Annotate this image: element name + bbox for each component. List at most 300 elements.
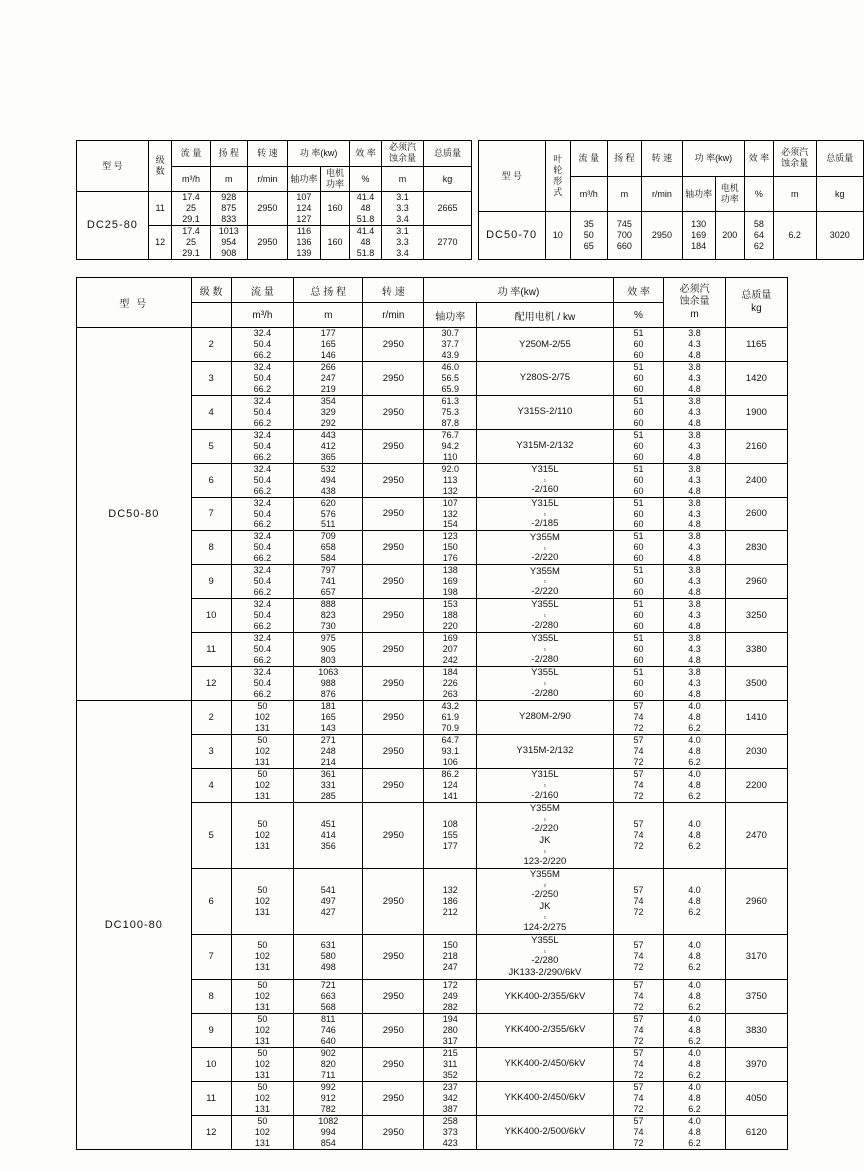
cell-npsh-v2: 4.8 (688, 745, 701, 756)
th-flow: 流 量 (570, 141, 607, 177)
cell-shaft-power-v2: 61.9 (441, 711, 459, 722)
cell-head-v1: 541 (320, 884, 336, 895)
cell-shaft-power (424, 934, 477, 979)
cell-shaft-power-v1: 184 (442, 667, 458, 678)
cell-npsh-v1: 3.8 (688, 429, 701, 440)
cell-efficiency (613, 429, 664, 463)
cell-motor-model (477, 599, 613, 633)
cell-head-v2: 905 (320, 644, 336, 655)
cell-stages: 8 (191, 531, 231, 565)
cell-shaft-power-v3: 141 (442, 790, 458, 801)
cell-npsh-v3: 4.8 (688, 349, 701, 360)
cell-efficiency (613, 1115, 664, 1149)
cell-head-v3: 285 (320, 790, 336, 801)
cell-npsh-v2: 4.8 (688, 895, 701, 906)
cell-mass: 3750 (725, 980, 787, 1014)
cell-efficiency (745, 212, 774, 259)
cell-npsh-v2: 4.8 (688, 1092, 701, 1103)
cell-shaft-power-v3: 423 (442, 1137, 458, 1148)
cell-efficiency-v3: 72 (633, 1137, 644, 1148)
shaft-v2: 169 (691, 230, 707, 241)
cell-efficiency-v1: 51 (633, 633, 644, 644)
cell-stages: 4 (191, 768, 231, 802)
cell-motor-model (477, 633, 613, 667)
cell-npsh-v2: 4.8 (688, 779, 701, 790)
cell-head (294, 980, 363, 1014)
cell-npsh-v2: 4.3 (688, 440, 701, 451)
cell-efficiency (350, 225, 381, 259)
cell-efficiency-v3: 72 (633, 962, 644, 973)
cell-head-v2: 820 (320, 1058, 336, 1069)
eff-v1: 58 (753, 219, 764, 230)
cell-mass: 3250 (725, 599, 787, 633)
cell-head (294, 395, 363, 429)
cell-efficiency-v2: 74 (633, 1126, 644, 1137)
cell-npsh-v1: 3.8 (688, 395, 701, 406)
cell-shaft-power (424, 980, 477, 1014)
cell-flow-v2: 102 (254, 951, 270, 962)
cell-efficiency-v3: 60 (633, 383, 644, 394)
th-eff: 效 率 (613, 278, 664, 303)
cell-speed: 2950 (363, 667, 424, 701)
cell-shaft-power-v1: 64.7 (441, 734, 459, 745)
cell-stages: 9 (191, 1013, 231, 1047)
cell-npsh-v1: 4.0 (688, 818, 701, 829)
cell-npsh-v1: 4.0 (688, 1013, 701, 1024)
cell-npsh-v3: 4.8 (688, 621, 701, 632)
cell-flow-v3: 66.2 (253, 689, 272, 699)
cell-npsh (664, 328, 725, 362)
cell-efficiency-v1: 57 (633, 768, 644, 779)
cell-npsh-v3: 6.2 (688, 1035, 701, 1046)
cell-npsh (664, 768, 725, 802)
cell-stages: 3 (191, 361, 231, 395)
cell-flow-v2: 102 (254, 1126, 270, 1137)
cell-flow-v1: 32.4 (253, 429, 272, 440)
th-mass: 总质量 (816, 141, 863, 177)
cell-head (294, 868, 363, 934)
motor-model: Y315S-2/110 (517, 406, 573, 418)
cell-head (210, 225, 247, 259)
cell-head-v2: 746 (320, 1024, 336, 1035)
th-eff-unit: % (745, 176, 774, 212)
cell-flow-v2: 102 (254, 895, 270, 906)
cell-head-v2: 331 (320, 779, 336, 790)
cell-shaft-power (424, 633, 477, 667)
cell-shaft-power-v3: 352 (442, 1069, 458, 1080)
motor-model: Y315L ₁ -2/160 (531, 463, 559, 496)
cell-head-v3: 730 (320, 621, 336, 632)
motor-model: Y355M ₁ -2/220 (529, 531, 560, 564)
cell-stages: 11 (191, 633, 231, 667)
cell-efficiency-v2: 74 (633, 1058, 644, 1069)
cell-head (294, 1047, 363, 1081)
cell-shaft-power-v3: 247 (442, 962, 458, 973)
th-power: 功 率(kw) (424, 278, 613, 303)
cell-npsh-v1: 4.0 (688, 734, 701, 745)
shaft-v1: 107 (296, 192, 312, 202)
cell-stages: 7 (191, 934, 231, 979)
cell-speed: 2950 (363, 980, 424, 1014)
cell-efficiency-v2: 74 (633, 1092, 644, 1103)
cell-npsh-v3: 4.8 (688, 451, 701, 462)
cell-efficiency-v2: 74 (633, 1024, 644, 1035)
cell-efficiency-v3: 72 (633, 756, 644, 767)
cell-shaft-power (424, 1081, 477, 1115)
cell-motor-model (477, 667, 613, 701)
flow-v3: 29.1 (182, 213, 200, 224)
cell-motor-power: 200 (715, 212, 744, 259)
cell-flow-v1: 32.4 (253, 633, 272, 644)
cell-shaft-power-v2: 186 (442, 895, 458, 906)
cell-model: DC25-80 (77, 192, 149, 260)
motor-model: JK ₁ 124-2/275 (523, 901, 567, 933)
cell-npsh-v3: 6.2 (688, 756, 701, 767)
cell-head-v3: 438 (320, 485, 336, 496)
cell-efficiency-v1: 51 (633, 395, 644, 406)
cell-head-v1: 975 (320, 633, 336, 644)
cell-head-v2: 988 (320, 678, 336, 689)
cell-shaft-power-v1: 194 (442, 1013, 458, 1024)
shaft-v3: 139 (296, 247, 312, 258)
motor-model: Y315L ₁ -2/185 (531, 497, 559, 530)
cell-mass: 3170 (725, 934, 787, 979)
motor-model: YKK400-2/450/6kV (504, 1092, 586, 1104)
cell-shaft-power-v1: 172 (442, 980, 458, 991)
motor-model: Y355M ₂ -2/250 (529, 868, 560, 901)
cell-shaft-power-v1: 153 (442, 599, 458, 610)
cell-npsh (664, 700, 725, 734)
cell-head-v2: 247 (320, 372, 336, 383)
th-speed-unit: r/min (363, 303, 424, 328)
th-model: 型 号 (77, 141, 149, 192)
table-dc50-70 (478, 140, 864, 260)
cell-head-v3: 292 (320, 417, 336, 428)
cell-shaft-power-v3: 212 (442, 906, 458, 917)
cell-head-v2: 329 (320, 406, 336, 417)
cell-shaft-power (424, 667, 477, 701)
cell-efficiency-v1: 57 (633, 1047, 644, 1058)
cell-efficiency (613, 1047, 664, 1081)
cell-shaft-power (424, 463, 477, 497)
cell-flow-v1: 32.4 (253, 667, 272, 678)
cell-efficiency-v3: 72 (633, 1035, 644, 1046)
cell-head-v1: 361 (320, 768, 336, 779)
motor-model: Y355L ₁ -2/280 (531, 633, 559, 665)
cell-mass: 2030 (725, 734, 787, 768)
cell-shaft-power-v1: 138 (442, 565, 458, 576)
cell-npsh-v2: 4.8 (688, 829, 701, 840)
cell-head-v3: 427 (320, 906, 336, 917)
cell-efficiency-v2: 74 (633, 991, 644, 1002)
npsh-v2: 3.3 (396, 202, 409, 213)
cell-shaft-power (424, 734, 477, 768)
head-v2: 700 (616, 230, 632, 241)
cell-efficiency-v1: 57 (633, 1115, 644, 1126)
cell-shaft-power-v2: 132 (442, 508, 458, 519)
motor-model: Y315M-2/132 (516, 440, 574, 452)
cell-stages: 4 (191, 395, 231, 429)
cell-head-v2: 165 (320, 338, 336, 349)
eff-v1: 41.4 (356, 192, 375, 202)
cell-shaft-power-v2: 218 (442, 951, 458, 962)
cell-speed: 2950 (363, 599, 424, 633)
cell-head-v1: 1063 (318, 667, 339, 678)
cell-npsh-v1: 4.0 (688, 980, 701, 991)
motor-model: Y280S-2/75 (519, 372, 570, 384)
cell-npsh-v1: 4.0 (688, 884, 701, 895)
cell-efficiency-v3: 72 (633, 1103, 644, 1114)
eff-v3: 51.8 (356, 247, 375, 258)
cell-head-v3: 584 (320, 553, 336, 564)
cell-stages: 9 (191, 565, 231, 599)
cell-npsh-v3: 6.2 (688, 962, 701, 973)
cell-speed: 2950 (363, 463, 424, 497)
cell-flow-v2: 102 (254, 1058, 270, 1069)
cell-npsh (664, 1115, 725, 1149)
cell-flow-v2: 50.4 (253, 610, 272, 621)
cell-npsh-v1: 4.0 (688, 700, 701, 711)
cell-head-v3: 365 (320, 451, 336, 462)
cell-mass: 4050 (725, 1081, 787, 1115)
cell-npsh-v2: 4.3 (688, 576, 701, 587)
cell-head-v1: 354 (320, 395, 336, 406)
cell-shaft-power (424, 1013, 477, 1047)
cell-efficiency-v1: 51 (633, 429, 644, 440)
eff-v3: 51.8 (356, 213, 375, 224)
th-head-unit: m (607, 176, 642, 212)
th-motor-power: 电机 功率 (715, 176, 744, 212)
npsh-v2: 3.3 (396, 236, 409, 247)
cell-speed: 2950 (247, 225, 287, 259)
cell-npsh-v1: 3.8 (688, 497, 701, 508)
cell-npsh (664, 1013, 725, 1047)
cell-speed: 2950 (363, 734, 424, 768)
cell-shaft-power-v1: 169 (442, 633, 458, 644)
cell-flow-v3: 131 (254, 1137, 270, 1148)
th-eff: 效 率 (745, 141, 774, 177)
cell-npsh (664, 734, 725, 768)
th-npsh-unit: m (773, 176, 816, 212)
cell-npsh-v3: 4.8 (688, 383, 701, 394)
cell-head (294, 328, 363, 362)
cell-flow (231, 531, 294, 565)
cell-motor-model (477, 1081, 613, 1115)
cell-shaft-power (424, 395, 477, 429)
cell-head-v3: 143 (320, 722, 336, 733)
cell-efficiency-v3: 60 (633, 553, 644, 564)
cell-flow-v2: 50.4 (253, 406, 272, 417)
motor-model: YKK400-2/355/6kV (504, 1024, 586, 1036)
cell-efficiency-v2: 74 (633, 711, 644, 722)
cell-shaft-power (424, 361, 477, 395)
cell-npsh (664, 868, 725, 934)
cell-stages: 10 (191, 599, 231, 633)
cell-npsh (664, 361, 725, 395)
cell-efficiency-v1: 51 (633, 531, 644, 542)
cell-head-v1: 721 (320, 980, 336, 991)
cell-flow-v3: 131 (254, 840, 270, 851)
cell-efficiency (613, 497, 664, 531)
th-flow-unit: m³/h (570, 176, 607, 212)
table-header-row (478, 141, 863, 177)
cell-stages: 12 (148, 225, 172, 259)
cell-head-v3: 498 (320, 962, 336, 973)
cell-flow-v3: 131 (254, 1002, 270, 1012)
cell-efficiency-v1: 57 (633, 940, 644, 951)
cell-npsh (664, 463, 725, 497)
cell-head-v3: 146 (320, 349, 336, 360)
cell-shaft-power-v2: 94.2 (441, 440, 459, 451)
cell-flow-v1: 32.4 (253, 395, 272, 406)
cell-npsh-v1: 3.8 (688, 599, 701, 610)
cell-motor-model (477, 700, 613, 734)
eff-v1: 41.4 (356, 225, 375, 236)
cell-speed: 2950 (363, 1047, 424, 1081)
cell-motor-model (477, 531, 613, 565)
head-v3: 908 (221, 247, 237, 258)
cell-efficiency-v3: 60 (633, 621, 644, 632)
cell-mass: 3380 (725, 633, 787, 667)
cell-speed: 2950 (363, 565, 424, 599)
cell-speed: 2950 (363, 868, 424, 934)
head-v1: 1013 (218, 225, 239, 236)
cell-npsh-v1: 3.8 (688, 361, 701, 372)
cell-shaft-power-v2: 249 (442, 991, 458, 1002)
flow-v1: 17.4 (182, 225, 200, 236)
cell-flow-v3: 66.2 (253, 349, 272, 360)
cell-speed: 2950 (363, 361, 424, 395)
cell-flow (231, 599, 294, 633)
cell-flow-v2: 50.4 (253, 338, 272, 349)
cell-head-v1: 266 (320, 361, 336, 372)
cell-head (294, 700, 363, 734)
cell-flow-v2: 102 (254, 1024, 270, 1035)
cell-flow-v1: 32.4 (253, 328, 272, 338)
table-header-row (77, 278, 788, 303)
cell-npsh-v2: 4.8 (688, 951, 701, 962)
cell-head-v3: 568 (320, 1002, 336, 1012)
cell-shaft-power (424, 565, 477, 599)
th-stages-unit (191, 303, 231, 328)
cell-head-v1: 177 (320, 328, 336, 338)
cell-efficiency-v3: 60 (633, 349, 644, 360)
cell-stages: 6 (191, 868, 231, 934)
cell-npsh-v3: 6.2 (688, 1002, 701, 1012)
cell-speed: 2950 (247, 192, 287, 226)
cell-flow-v1: 50 (257, 768, 268, 779)
cell-efficiency (613, 934, 664, 979)
cell-head-v1: 709 (320, 531, 336, 542)
cell-npsh (381, 225, 424, 259)
cell-shaft-power (424, 700, 477, 734)
cell-flow-v1: 32.4 (253, 463, 272, 474)
cell-npsh (664, 1081, 725, 1115)
cell-npsh (664, 802, 725, 868)
cell-flow-v3: 66.2 (253, 417, 272, 428)
cell-npsh (664, 934, 725, 979)
cell-npsh-v3: 4.8 (688, 553, 701, 564)
cell-flow-v2: 50.4 (253, 576, 272, 587)
cell-flow (231, 1081, 294, 1115)
cell-npsh-v3: 6.2 (688, 790, 701, 801)
cell-mass: 1420 (725, 361, 787, 395)
cell-efficiency-v2: 60 (633, 644, 644, 655)
cell-shaft-power-v3: 65.9 (441, 383, 459, 394)
cell-efficiency-v1: 57 (633, 734, 644, 745)
cell-flow-v3: 66.2 (253, 485, 272, 496)
cell-efficiency (613, 868, 664, 934)
cell-flow-v2: 50.4 (253, 440, 272, 451)
cell-npsh (664, 633, 725, 667)
cell-shaft-power-v2: 75.3 (441, 406, 459, 417)
cell-speed: 2950 (642, 212, 682, 259)
cell-flow-v1: 50 (257, 1013, 268, 1024)
th-speed: 转 速 (247, 141, 287, 167)
cell-speed: 2950 (363, 1081, 424, 1115)
cell-flow-v3: 66.2 (253, 383, 272, 394)
cell-efficiency-v3: 72 (633, 906, 644, 917)
cell-shaft-power-v1: 46.0 (441, 361, 459, 372)
cell-shaft-power (424, 1047, 477, 1081)
cell-motor-model (477, 980, 613, 1014)
cell-stages: 12 (191, 667, 231, 701)
th-flow: 流 量 (172, 141, 210, 167)
flow-v3: 29.1 (182, 247, 200, 258)
cell-flow-v1: 50 (257, 884, 268, 895)
cell-npsh-v1: 4.0 (688, 1081, 701, 1092)
cell-head (294, 429, 363, 463)
cell-speed: 2950 (363, 429, 424, 463)
table-row (478, 212, 863, 259)
cell-flow-v1: 32.4 (253, 599, 272, 610)
cell-efficiency-v2: 60 (633, 542, 644, 553)
th-mass: 总质量 kg (725, 278, 787, 328)
cell-mass: 6120 (725, 1115, 787, 1149)
cell-head-v2: 580 (320, 951, 336, 962)
cell-efficiency (613, 361, 664, 395)
th-eff: 效 率 (350, 141, 381, 167)
cell-shaft-power-v3: 387 (442, 1103, 458, 1114)
th-flow-unit: m³/h (231, 303, 294, 328)
cell-npsh-v3: 6.2 (688, 722, 701, 733)
cell-efficiency (613, 980, 664, 1014)
cell-shaft-power (682, 212, 715, 259)
cell-shaft-power-v2: 124 (442, 779, 458, 790)
cell-head (294, 463, 363, 497)
cell-shaft-power-v2: 280 (442, 1024, 458, 1035)
cell-head (294, 1115, 363, 1149)
table-dc-series (76, 277, 788, 1150)
cell-motor-model (477, 328, 613, 362)
eff-v2: 48 (360, 236, 371, 247)
cell-head-v2: 658 (320, 542, 336, 553)
cell-efficiency (613, 395, 664, 429)
cell-shaft-power-v1: 123 (442, 531, 458, 542)
cell-stages: 8 (191, 980, 231, 1014)
cell-speed: 2950 (363, 328, 424, 362)
eff-v3: 62 (753, 241, 764, 252)
cell-head-v1: 797 (320, 565, 336, 576)
th-eff-unit: % (613, 303, 664, 328)
cell-shaft-power-v3: 242 (442, 655, 458, 666)
cell-flow-v3: 131 (254, 1103, 270, 1114)
cell-shaft-power (288, 225, 321, 259)
cell-shaft-power (424, 1115, 477, 1149)
cell-shaft-power-v3: 110 (443, 451, 458, 462)
cell-head-v2: 741 (320, 576, 336, 587)
cell-flow (231, 633, 294, 667)
